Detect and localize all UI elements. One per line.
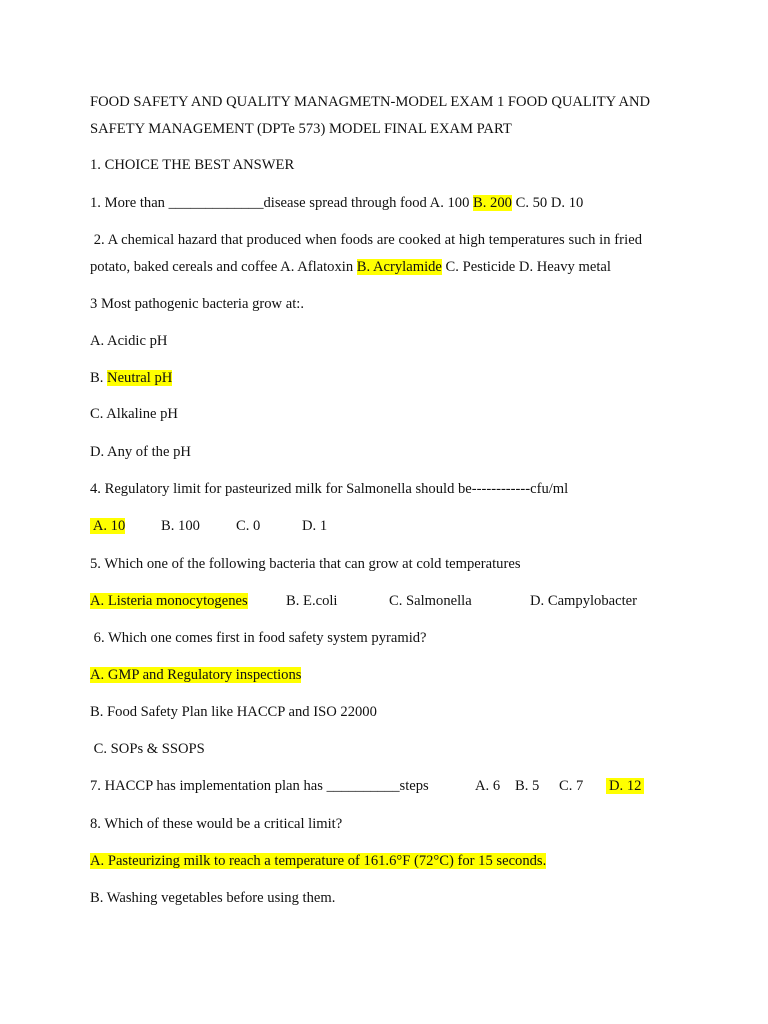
question-7-option-b: B. 5 — [515, 778, 540, 794]
question-3-option-a: A. Acidic pH — [90, 333, 168, 349]
question-1-stem: 1. More than _____________disease spread through food A. 100 — [90, 195, 474, 211]
question-3-answer: Neutral pH — [107, 370, 173, 386]
question-7-answer: D. 12 — [606, 778, 644, 794]
question-5-option-b: B. E.coli — [286, 593, 338, 609]
question-6-answer: A. GMP and Regulatory inspections — [90, 667, 302, 683]
section-heading: 1. CHOICE THE BEST ANSWER — [90, 157, 295, 173]
question-8-stem: 8. Which of these would be a critical limit? — [90, 816, 343, 832]
question-8-option-b: B. Washing vegetables before using them. — [90, 890, 336, 906]
question-4-option-c: C. 0 — [236, 518, 261, 534]
question-5-answer: A. Listeria monocytogenes — [90, 593, 248, 609]
question-8-answer: A. Pasteurizing milk to reach a temperature of 161.6°F (72°C) for 15 seconds. — [90, 853, 547, 869]
question-2-answer: B. Acrylamide — [356, 259, 442, 275]
question-2-post: C. Pesticide D. Heavy metal — [441, 259, 611, 275]
question-4-option-b: B. 100 — [161, 518, 200, 534]
question-4-option-d: D. 1 — [302, 518, 328, 534]
question-5-stem: 5. Which one of the following bacteria that can grow at cold temperatures — [90, 556, 521, 572]
question-4-answer: A. 10 — [90, 518, 126, 534]
question-6-stem: 6. Which one comes first in food safety system pyramid? — [90, 630, 427, 646]
question-1 — [90, 194, 583, 212]
question-7-stem: 7. HACCP has implementation plan has __________steps — [90, 778, 429, 794]
question-4-stem: 4. Regulatory limit for pasteurized milk for Salmonella should be------------cfu/ml — [90, 481, 569, 497]
question-1-answer: B. 200 — [473, 195, 512, 211]
exam-title-line-2: SAFETY MANAGEMENT (DPTe 573) MODEL FINAL EXAM PART — [90, 121, 512, 137]
question-3-option-b-prefix: B. — [90, 370, 108, 386]
question-3-option-b — [90, 369, 172, 387]
question-6-option-b: B. Food Safety Plan like HACCP and ISO 22000 — [90, 704, 377, 720]
question-2-line-1: 2. A chemical hazard that produced when foods are cooked at high temperatures such in fried — [90, 232, 643, 248]
question-3-stem: 3 Most pathogenic bacteria grow at:. — [90, 296, 304, 312]
question-2-line-2 — [90, 258, 611, 276]
question-5-option-d: D. Campylobacter — [530, 593, 637, 609]
question-5-option-c: C. Salmonella — [389, 593, 472, 609]
question-6-option-c: C. SOPs & SSOPS — [90, 741, 205, 757]
question-3-option-c: C. Alkaline pH — [90, 406, 178, 422]
question-7-option-a: A. 6 — [475, 778, 501, 794]
question-7-option-c: C. 7 — [559, 778, 584, 794]
question-3-option-d: D. Any of the pH — [90, 444, 191, 460]
question-2-pre: potato, baked cereals and coffee A. Aflatoxin — [90, 259, 357, 275]
exam-title-line-1: FOOD SAFETY AND QUALITY MANAGMETN-MODEL EXAM 1 FOOD QUALITY AND — [90, 94, 651, 110]
question-1-rest: C. 50 D. 10 — [511, 195, 584, 211]
